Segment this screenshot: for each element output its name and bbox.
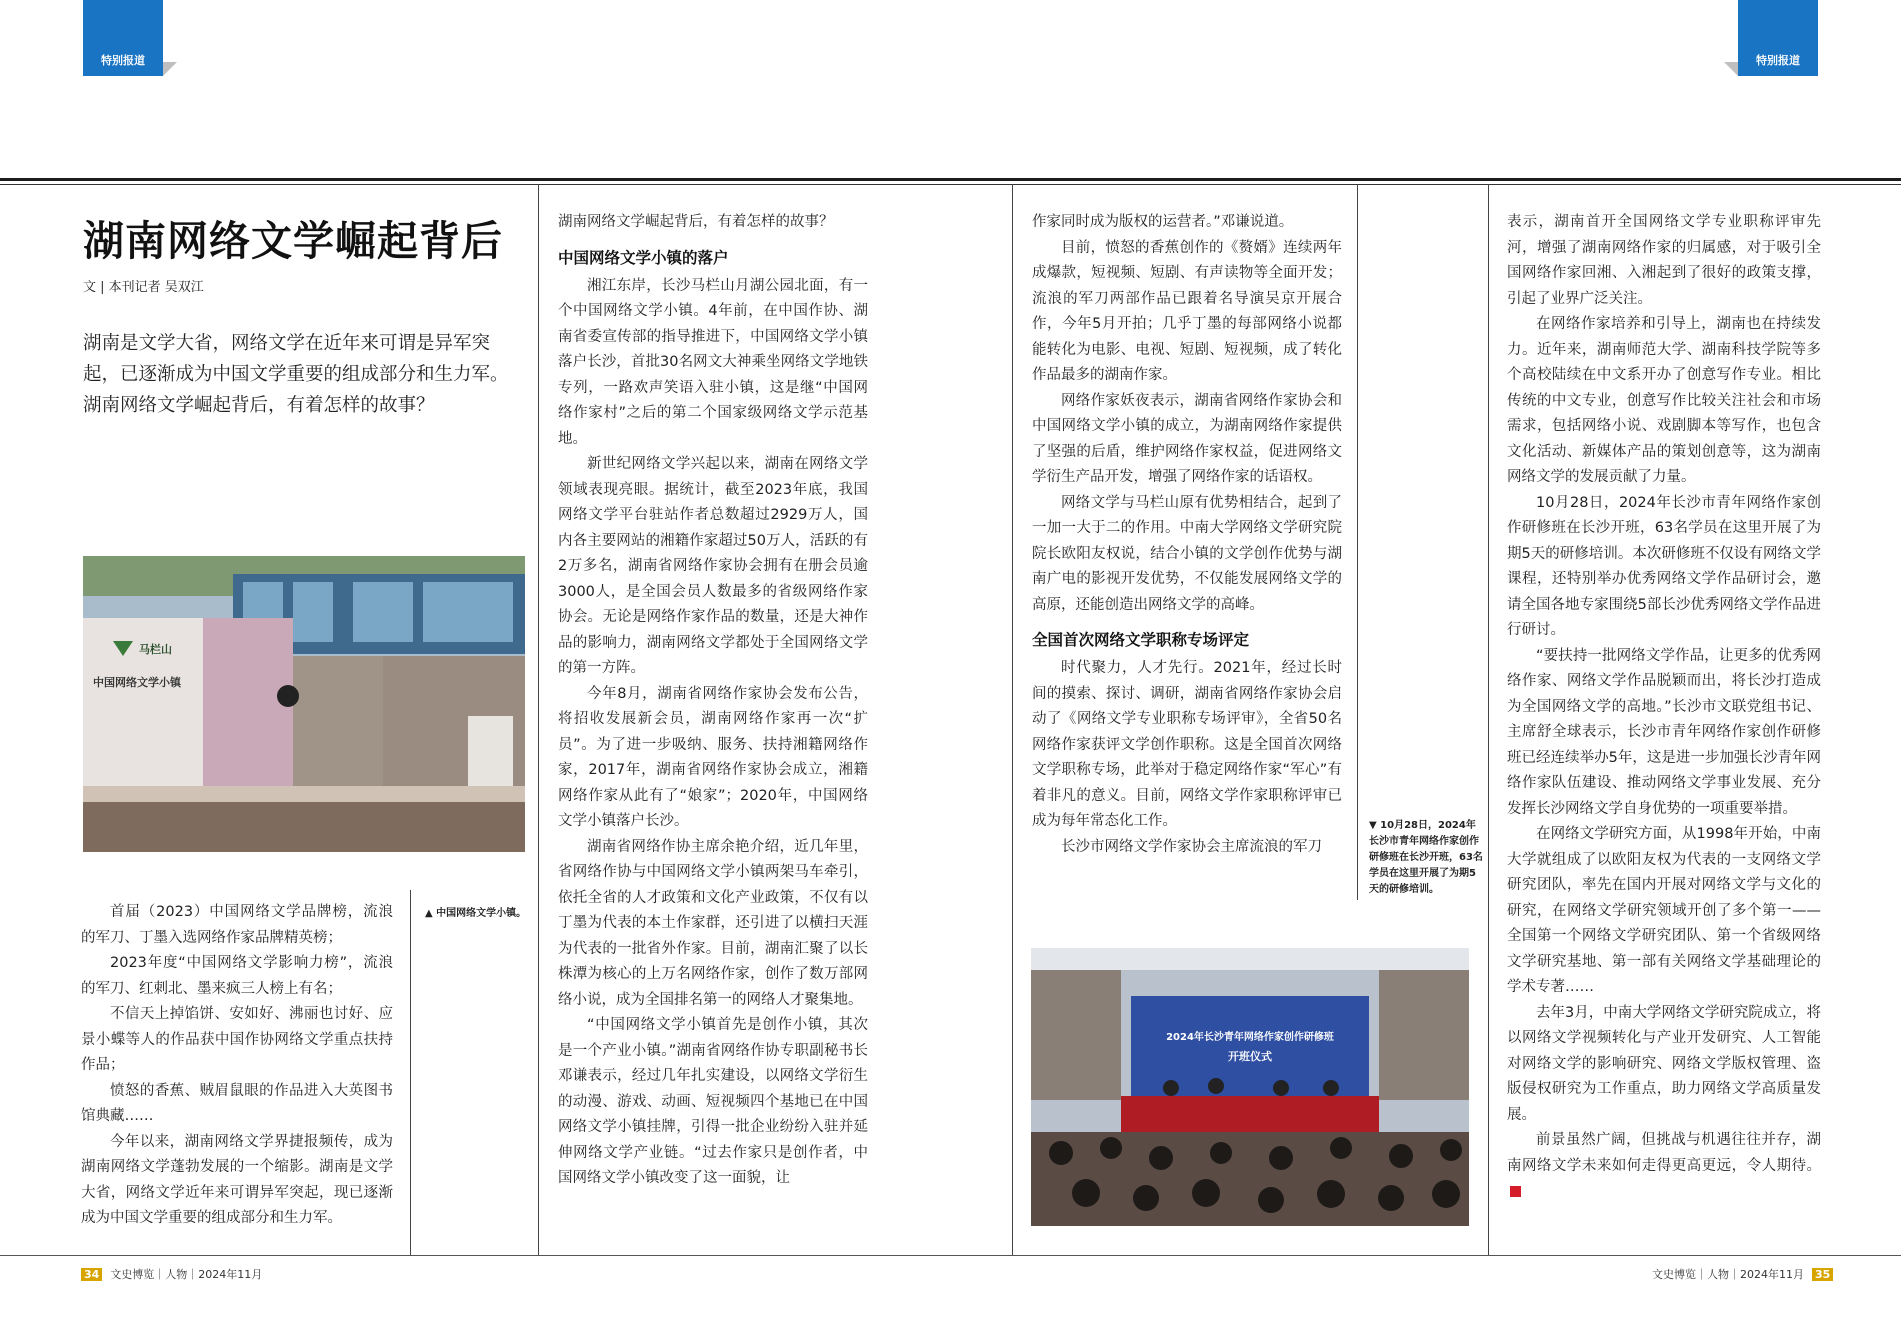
paragraph: 新世纪网络文学兴起以来，湖南在网络文学领域表现亮眼。据统计，截至2023年底，我国网络文学平台驻站作者总数超过2929万人，国内各主要网站的湘籍作家超过50万人，活跃的有2万多名，湖南省网络作家协会拥有在册会员逾3000人，是全国会员人数最多的省级网络作家协会。无论是网络作家作品的数量，还是大神作品的影响力，湖南网络文学都处于全国网络文学的第一方阵。 — [558, 456, 868, 676]
photo1-caption: ▲ 中国网络文学小镇。 — [425, 908, 527, 919]
paragraph-text: 前景虽然广阔，但挑战与机遇往往并存，湖南网络文学未来如何走得更高更远，令人期待。 — [1507, 1132, 1821, 1174]
photo2-banner-a: 2024年长沙青年网络作家创作研修班 — [1166, 1032, 1334, 1043]
end-mark-icon — [1510, 1186, 1521, 1197]
caption-divider — [1357, 184, 1358, 900]
paragraph: 网络作家妖夜表示，湖南省网络作家协会和中国网络文学小镇的成立，为湖南网络作家提供了坚强的后盾，维护网络作家权益，促进网络文学衍生产品开发，增强了网络作家的话语权。 — [1032, 392, 1342, 485]
top-rule-thin — [0, 184, 1901, 185]
footer-right — [1652, 1266, 1833, 1282]
paragraph: 去年3月，中南大学网络文学研究院成立，将以网络文学视频转化与产业开发研究、人工智能对网络文学的影响研究、网络文学版权管理、盗版侵权研究为工作重点，助力网络文学高质量发展。 — [1507, 1004, 1821, 1123]
article-intro: 湖南是文学大省，网络文学在近年来可谓是异军突起，已逐渐成为中国文学重要的组成部分和生力军。湖南网络文学崛起背后，有着怎样的故事？ — [83, 333, 509, 416]
bottom-rule — [0, 1255, 1901, 1256]
article-column-4 — [1507, 210, 1821, 1205]
paragraph: 湖南网络文学崛起背后，有着怎样的故事？ — [558, 214, 834, 230]
paragraph: “要扶持一批网络文学作品，让更多的优秀网络作家、网络文学作品脱颖而出，将长沙打造成为全国网络文学的高地。”长沙市文联党组书记、主席舒全球表示，长沙市青年网络作家创作研修班已经连续举办5年，这是进一步加强长沙青年网络作家队伍建设、推动网络文学事业发展、充分发挥长沙网络文学自身优势的一项重要举措。 — [1507, 647, 1821, 817]
paragraph: 表示，湖南首开全国网络文学专业职称评审先河，增强了湖南网络作家的归属感，对于吸引全国网络作家回湘、入湘起到了很好的政策支撑，引起了业界广泛关注。 — [1507, 214, 1821, 307]
paragraph: 首届（2023）中国网络文学品牌榜，流浪的军刀、丁墨入选网络作家品牌精英榜； — [81, 904, 393, 946]
paragraph: 网络文学与马栏山原有优势相结合，起到了一加一大于二的作用。中南大学网络文学研究院院长欧阳友权说，结合小镇的文学创作优势与湖南广电的影视开发优势，不仅能发展网络文学的高原，还能创造出网络文学的高峰。 — [1032, 494, 1342, 613]
paragraph: 时代聚力，人才先行。2021年，经过长时间的摸索、探讨、调研，湖南省网络作家协会启动了《网络文学专业职称专场评审》，全省50名网络作家获评文学创作职称。这是全国首次网络文学职称专场，此举对于稳定网络作家“军心”有着非凡的意义。目前，网络文学作家职称评审已成为每年常态化工作。 — [1032, 660, 1342, 829]
paragraph: “中国网络文学小镇首先是创作小镇，其次是一个产业小镇。”湖南省网络作协专职副秘书长邓谦表示，经过几年扎实建设，以网络文学衍生的动漫、游戏、动画、短视频四个基地已在中国网络文学小镇挂牌，引得一批企业纷纷入驻并延伸网络文学产业链。“过去作家只是创作者，中国网络文学小镇改变了这一面貌，让 — [558, 1017, 868, 1186]
photo-writers-workshop — [1031, 948, 1469, 1226]
section-heading: 中国网络文学小镇的落户 — [558, 248, 729, 267]
article-column-1 — [81, 900, 393, 1232]
paragraph: 今年以来，湖南网络文学界捷报频传，成为湖南网络文学蓬勃发展的一个缩影。湖南是文学大省，网络文学近年来可谓异军突起，现已逐渐成为中国文学重要的组成部分和生力军。 — [81, 1133, 393, 1226]
section-label-left: 特别报道 — [101, 54, 145, 67]
footer-text-left: 文史博览｜人物｜2024年11月 — [110, 1268, 263, 1281]
paragraph: 作家同时成为版权的运营者。”邓谦说道。 — [1032, 214, 1294, 230]
paragraph: 湘江东岸，长沙马栏山月湖公园北面，有一个中国网络文学小镇。4年前，在中国作协、湖南省委宣传部的指导推进下，中国网络文学小镇落户长沙，首批30名网文大神乘坐网络文学地铁专列，一路欢声笑语入驻小镇，这是继“中国网络作家村”之后的第二个国家级网络文学示范基地。 — [558, 277, 868, 447]
column-divider — [1012, 184, 1013, 1255]
paragraph: 长沙市网络文学作家协会主席流浪的军刀 — [1061, 838, 1322, 855]
paragraph: 愤怒的香蕉、贼眉鼠眼的作品进入大英图书馆典藏…… — [81, 1082, 393, 1124]
paragraph: 2023年度“中国网络文学影响力榜”，流浪的军刀、红刺北、墨来疯三人榜上有名； — [81, 955, 393, 997]
footer-left — [81, 1266, 262, 1282]
article-column-3 — [1032, 210, 1342, 860]
tab-corner-right — [1724, 62, 1738, 76]
paragraph-final — [1507, 1128, 1821, 1205]
building-photo-illustration — [83, 556, 525, 852]
article-column-2 — [558, 210, 868, 1192]
paragraph: 不信天上掉馅饼、安如好、沸丽也讨好、应景小蝶等人的作品获中国作协网络文学重点扶持作品； — [81, 1006, 393, 1073]
paragraph: 目前，愤怒的香蕉创作的《赘婿》连续两年成爆款，短视频、短剧、有声读物等全面开发；流浪的军刀两部作品已跟着名导演吴京开展合作，今年5月开拍；几乎丁墨的每部网络小说都能转化为电影、电视、短剧、短视频，成了转化作品最多的湖南作家。 — [1032, 239, 1342, 383]
section-heading: 全国首次网络文学职称专场评定 — [1032, 631, 1250, 649]
caption-divider — [410, 890, 411, 1255]
photo-network-literature-town — [83, 556, 525, 852]
paragraph: 今年8月，湖南省网络作家协会发布公告，将招收发展新会员，湖南网络作家再一次“扩员”。为了进一步吸纳、服务、扶持湘籍网络作家，2017年，湖南省网络作家协会成立，湘籍网络作家从此有了“娘家”；2020年，中国网络文学小镇落户长沙。 — [558, 685, 868, 829]
section-label-right: 特别报道 — [1756, 54, 1800, 67]
page-number-left: 34 — [81, 1268, 102, 1281]
photo1-sign-a: 马栏山 — [139, 643, 172, 656]
meeting-photo-illustration — [1031, 948, 1469, 1226]
article-byline: 文 | 本刊记者 吴双江 — [83, 280, 204, 295]
paragraph: 湖南省网络作协主席余艳介绍，近几年里，省网络作协与中国网络文学小镇两架马车牵引，依托全省的人才政策和文化产业政策，不仅有以丁墨为代表的本土作家群，还引进了以横扫天涯为代表的一批省外作家。目前，湖南汇聚了以长株潭为核心的上万名网络作家，创作了数万部网络小说，成为全国排名第一的网络人才聚集地。 — [558, 838, 868, 1008]
photo2-banner-b: 开班仪式 — [1228, 1050, 1272, 1063]
tab-corner-left — [163, 62, 177, 76]
section-tab-right — [1738, 0, 1818, 76]
paragraph: 10月28日，2024年长沙市青年网络作家创作研修班在长沙开班，63名学员在这里开展了为期5天的研修培训。本次研修班不仅设有网络文学课程，还特别举办优秀网络文学作品研讨会，邀请全国各地专家围绕5部长沙优秀网络文学作品进行研讨。 — [1507, 494, 1821, 638]
page-number-right: 35 — [1812, 1268, 1833, 1281]
photo2-caption: ▼ 10月28日，2024年长沙市青年网络作家创作研修班在长沙开班，63名学员在这里开展了为期5天的研修培训。 — [1369, 820, 1483, 895]
article-title: 湖南网络文学崛起背后 — [83, 217, 503, 265]
section-tab-left — [83, 0, 163, 76]
footer-text-right: 文史博览｜人物｜2024年11月 — [1652, 1268, 1804, 1281]
paragraph: 在网络作家培养和引导上，湖南也在持续发力。近年来，湖南师范大学、湖南科技学院等多个高校陆续在中文系开办了创意写作专业。相比传统的中文专业，创意写作比较关注社会和市场需求，包括网络小说、戏剧脚本等写作，也包含文化活动、新媒体产品的策划创意等，这为湖南网络文学的发展贡献了力量。 — [1507, 316, 1821, 485]
column-divider — [1488, 184, 1489, 1255]
top-rule — [0, 178, 1901, 181]
column-divider — [538, 184, 539, 1255]
photo1-sign-b: 中国网络文学小镇 — [93, 676, 181, 689]
paragraph: 在网络文学研究方面，从1998年开始，中南大学就组成了以欧阳友权为代表的一支网络文学研究团队，率先在国内开展对网络文学与文化的研究，在网络文学研究领域开创了多个第一——全国第一个网络文学研究团队、第一个省级网络文学研究基地、第一部有关网络文学基础理论的学术专著…… — [1507, 826, 1821, 995]
